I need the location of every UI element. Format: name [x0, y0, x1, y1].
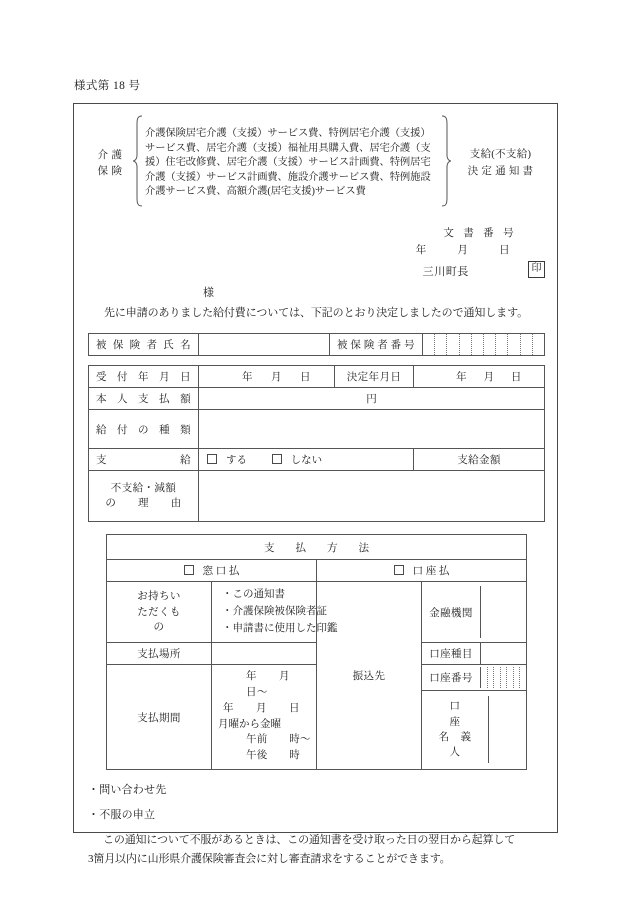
period-from: 年 月 日〜 [246, 671, 312, 699]
reception-year: 年 [242, 372, 253, 383]
transfer-destination-label: 振込先 [317, 582, 422, 770]
account-type-value[interactable] [481, 643, 527, 664]
payment-amount-label: 支給金額 [414, 449, 545, 471]
payment-period-label: 支払期間 [107, 665, 212, 770]
account-number-subtable [422, 667, 526, 688]
decision-date-value[interactable] [414, 366, 545, 388]
account-holder-label-line2: 名 義 人 [438, 731, 483, 759]
payment-no-option[interactable] [272, 455, 323, 466]
counter-payment-option[interactable] [107, 560, 317, 582]
self-payment-value[interactable] [199, 388, 545, 410]
bank-name-label: 金融機関 [429, 607, 473, 619]
detail-table [88, 365, 545, 522]
reception-date-value[interactable] [199, 366, 335, 388]
self-payment-unit: 円 [366, 394, 377, 405]
payment-decision-options [199, 449, 414, 471]
list-item: ・介護保険被保険者証 [222, 605, 327, 617]
mayor-row [88, 261, 545, 281]
self-payment-label: 本 人 支 払 額 [89, 388, 199, 410]
appeal-note: ・不服の申立 [88, 808, 156, 821]
payment-yes-option[interactable] [207, 455, 250, 466]
bank-name-value[interactable] [481, 586, 527, 638]
checkbox-counter-payment[interactable] [184, 565, 194, 575]
payment-yes-label: する [226, 455, 247, 466]
seal-icon: 印 [528, 261, 545, 278]
account-number-value[interactable] [481, 667, 527, 688]
notice-kind-line1: 支給(不支給) [469, 149, 532, 161]
counter-payment-label: 窓 口 払 [202, 566, 240, 577]
table-row [422, 696, 526, 763]
account-holder-label-line1: 口 座 [449, 701, 494, 728]
bank-subtable [422, 586, 526, 638]
insured-table [88, 333, 545, 356]
bring-items-label [107, 582, 212, 643]
decision-date-stub [414, 369, 544, 384]
benefit-type-label: 給 付 の 種 類 [89, 410, 199, 449]
reason-label-line2: の 理 由 [105, 498, 182, 509]
appeal-text-line1: この通知について不服があるときは、この通知書を受け取った日の翌日から起算して [103, 833, 516, 846]
appeal-paragraph [88, 831, 545, 869]
bring-label-line1: お持ちい [137, 591, 181, 603]
period-hours: 午前 時〜午後 時 [246, 734, 311, 762]
account-number-label: 口座番号 [429, 673, 473, 685]
account-holder-subtable [422, 696, 526, 763]
brace-right-icon [441, 115, 452, 212]
insured-name-label: 被保険者氏名 [89, 334, 199, 356]
period-to: 年 月 日 [223, 702, 300, 714]
contact-note: ・問い合わせ先 [88, 783, 167, 796]
account-type-subtable [422, 643, 526, 664]
bring-label-line2: ただくも [137, 606, 181, 618]
bring-items-list [212, 582, 338, 643]
list-item: ・この通知書 [222, 589, 285, 600]
table-row [89, 334, 545, 356]
table-row [422, 643, 526, 664]
payment-decision-label: 支 給 [89, 449, 199, 471]
reception-date-label: 受 付 年 月 日 [89, 366, 199, 388]
account-holder-cell [422, 690, 527, 769]
period-days: 月曜から金曜 [218, 718, 281, 730]
bank-payment-option[interactable] [317, 560, 527, 582]
form-sheet [73, 103, 558, 865]
brace-left-icon [132, 115, 143, 212]
notice-kind-line2: 決 定 通 知 書 [467, 165, 534, 177]
insurance-label [88, 148, 132, 180]
table-row [422, 586, 526, 638]
reason-label [89, 471, 199, 522]
form-number: 様式第 18 号 [74, 80, 141, 92]
title-block [88, 115, 545, 212]
lead-sentence: 先に申請のありました給付費については、下記のとおり決定しましたので通知します。 [104, 307, 528, 319]
reason-label-line1: 不支給・減額 [110, 482, 177, 494]
addressee-line: 様 [203, 287, 214, 299]
decision-year: 年 [456, 372, 468, 383]
bank-payment-label: 口 座 払 [412, 566, 450, 577]
reception-date-stub [199, 369, 334, 384]
benefit-list: 介護保険居宅介護（支援）サービス費、特例居宅介護（支援）サービス費、居宅介護（支援）福祉用具購入費、居宅介護（支援）住宅改修費、居宅介護（支援）サービス計画費、特例居宅介護（支援）サービス計画費、施設介護サービス費、特例施設介護サービス費、高額介護(居宅支援)サービス費 [145, 127, 431, 198]
insured-number-segments [423, 334, 544, 355]
table-row [107, 582, 527, 643]
appeal-text-line2: 3箇月以内に山形県介護保険審査会に対し審査請求をすることができます。 [88, 852, 451, 865]
table-row [89, 388, 545, 410]
document-meta [88, 225, 545, 259]
table-row [107, 560, 527, 582]
account-number-cell [422, 665, 527, 691]
insurance-label-line2: 保 険 [97, 165, 123, 177]
document-number-label: 文 書 番 号 [443, 228, 517, 239]
document-date-label: 年 月 日 [415, 245, 513, 256]
decision-month: 月 [483, 372, 495, 383]
insured-number-value[interactable] [423, 334, 545, 356]
table-row [89, 449, 545, 471]
footer-notes [88, 781, 545, 869]
checkbox-pay-yes[interactable] [207, 454, 217, 464]
benefit-type-value[interactable] [199, 410, 545, 449]
account-holder-label [422, 696, 494, 763]
payment-method-table [106, 534, 527, 770]
table-row [89, 366, 545, 388]
table-row [422, 667, 526, 688]
notice-kind [452, 147, 545, 180]
sheet-inner [88, 113, 545, 869]
decision-day: 日 [510, 372, 522, 383]
bank-name-cell [422, 582, 527, 643]
issuer-name: 三川町長 [422, 266, 469, 278]
account-holder-value[interactable] [489, 696, 527, 763]
payment-place-label: 支払場所 [107, 643, 212, 665]
checkbox-pay-no[interactable] [272, 454, 282, 464]
insured-number-label: 被保険者番号 [330, 334, 423, 356]
account-type-label: 口座種目 [429, 649, 473, 661]
insurance-label-line1: 介 護 [97, 149, 123, 161]
account-number-segments [481, 667, 526, 688]
bring-label-line3: の [153, 621, 165, 633]
insured-name-value[interactable] [199, 334, 330, 356]
reception-day: 日 [300, 372, 311, 383]
reason-value[interactable] [199, 471, 545, 522]
payment-method-title: 支 払 方 法 [107, 535, 527, 560]
table-row [89, 471, 545, 522]
checkbox-bank-payment[interactable] [394, 565, 404, 575]
payment-period-value[interactable] [212, 665, 317, 770]
list-item: ・申請書に使用した印鑑 [222, 622, 338, 634]
payment-no-label: しない [290, 455, 323, 466]
reception-month: 月 [271, 372, 282, 383]
table-row [107, 535, 527, 560]
table-row [89, 410, 545, 449]
decision-date-label: 決定年月日 [335, 366, 414, 388]
account-type-cell [422, 643, 527, 665]
payment-place-value[interactable] [212, 643, 317, 665]
